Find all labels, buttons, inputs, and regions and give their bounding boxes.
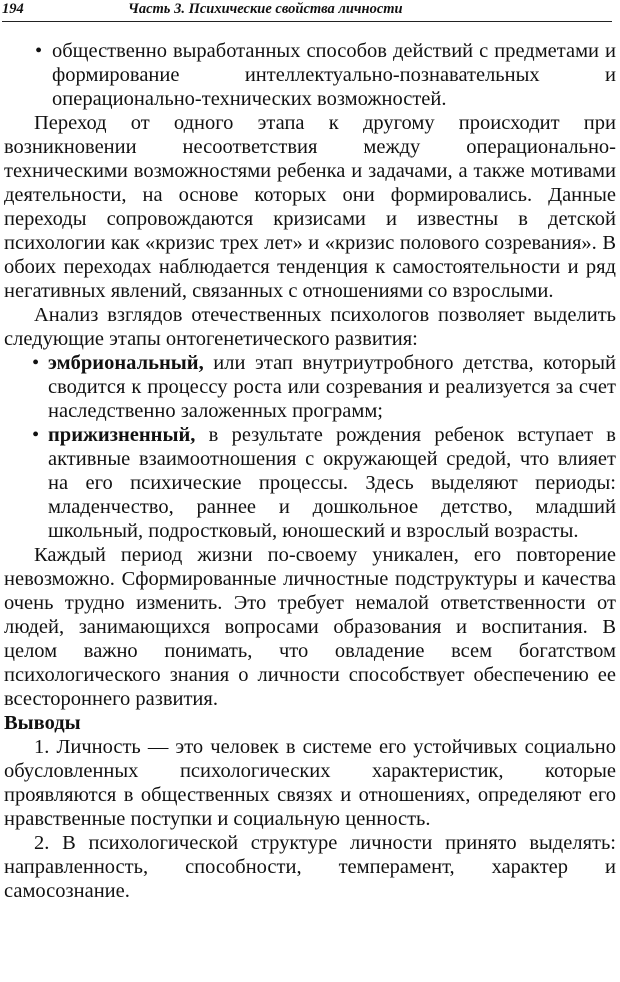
list-item-text: общественно выработанных способов действий с предметами и формирование интеллектуально-познавательных и операционально-технических возможностей. [52,40,616,110]
list-item-embryonic [4,351,616,423]
paragraph-uniqueness: Каждый период жизни по-своему уникален, его повторение невозможно. Сформированные личностные подструктуры и качества очень трудно изменить. Это требует немалой ответственности от людей, занимающихся вопросами образования и воспитания. В целом важно понимать, что овладение всем богатством психологического знания о личности способствует обеспечению ее всестороннего развития. [4,544,616,710]
page-body [4,39,616,903]
list-item-continuation [4,39,616,111]
term-embryonic: эмбриональный, [48,352,204,374]
conclusion-item: 1. Личность — это человек в системе его устойчивых социально обусловленных психологических характеристик, которые проявляются в общественных связях и отношениях, определяют его нравственные поступки и социальную ценность. [4,736,616,830]
bullet-mark: • [32,352,40,374]
paragraph-transition: Переход от одного этапа к другому происходит при возникновении несоответствия между операционально-техническими возможностями ребенка и задачами, а также мотивами деятельности, на основе которых они формировались. Данные переходы сопровождаются кризисами и известны в детской психологии как «кризис трех лет» и «кризис полового созревания». В обоих переходах наблюдается тенденция к самостоятельности и ряд негативных явлений, связанных с отношениями со взрослыми. [4,112,616,302]
running-header [2,0,612,24]
term-lifetime: прижизненный, [48,424,196,446]
page-number: 194 [2,1,24,17]
section-heading: Выводы [4,712,81,734]
bullet-mark: • [35,40,43,62]
list-item-text: или этап внутриутробного детства, который сводится к процессу роста или созревания и реализуется за счет наследственно заложенных программ; [48,352,616,422]
conclusion-item: 2. В психологической структуре личности принято выделять: направленность, способности, темперамент, характер и самосознание. [4,832,616,902]
paragraph-analysis: Анализ взглядов отечественных психологов позволяет выделить следующие этапы онтогенетического развития: [4,304,616,350]
list-item-text: в результате рождения ребенок вступает в активные взаимоотношения с окружающей средой, что влияет на его психические процессы. Здесь выделяют периоды: младенчество, раннее и дошкольное детство, младший школьный, подростковый, юношеский и взрослый возрасты. [48,424,616,542]
header-rule [2,21,612,22]
running-title: Часть 3. Психические свойства личности [128,1,403,17]
list-item-lifetime [4,423,616,543]
bullet-mark: • [32,424,40,446]
